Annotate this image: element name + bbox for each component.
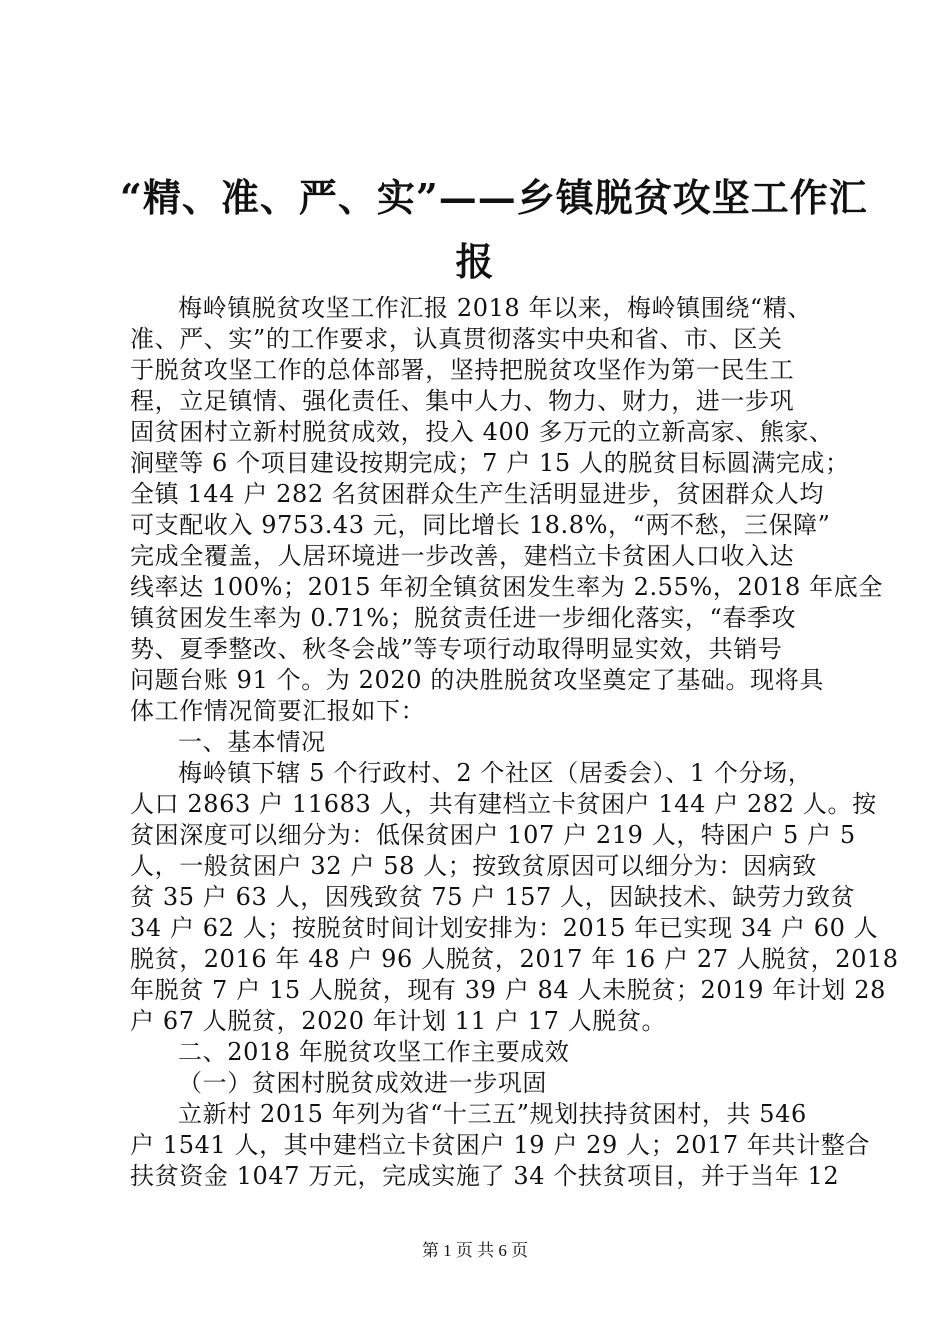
paragraph-line: 34 户 62 人；按脱贫时间计划安排为：2015 年已实现 34 户 60 人 xyxy=(130,914,879,942)
paragraph-line: 准、严、实”的工作要求，认真贯彻落实中央和省、市、区关 xyxy=(130,325,783,353)
paragraph-line: 涧壁等 6 个项目建设按期完成；7 户 15 人的脱贫目标圆满完成； xyxy=(130,449,850,477)
paragraph-line: 扶贫资金 1047 万元，完成实施了 34 个扶贫项目，并于当年 12 xyxy=(130,1162,840,1190)
paragraph-line: 于脱贫攻坚工作的总体部署，坚持把脱贫攻坚作为第一民生工 xyxy=(130,356,795,384)
paragraph-line: 户 1541 人，其中建档立卡贫困户 19 户 29 人；2017 年共计整合 xyxy=(130,1131,871,1159)
paragraph-line: 年脱贫 7 户 15 人脱贫，现有 39 户 84 人未脱贫；2019 年计划 28 xyxy=(130,976,886,1004)
paragraph-line: 可支配收入 9753.43 元，同比增长 18.8%，“两不愁，三保障” xyxy=(130,511,831,539)
paragraph-line: 人，一般贫困户 32 户 58 人；按致贫原因可以细分为：因病致 xyxy=(130,852,817,880)
paragraph-line: 固贫困村立新村脱贫成效，投入 400 多万元的立新高家、熊家、 xyxy=(130,418,834,446)
section-heading: 一、基本情况 xyxy=(178,728,326,756)
paragraph-line: 贫 35 户 63 人，因残致贫 75 户 157 人，因缺技术、缺劳力致贫 xyxy=(130,883,856,911)
paragraph-line: 线率达 100%；2015 年初全镇贫困发生率为 2.55%，2018 年底全 xyxy=(130,573,883,601)
document-body xyxy=(130,293,899,1192)
paragraph-line: 贫困深度可以细分为：低保贫困户 107 户 219 人，特困户 5 户 5 xyxy=(130,821,856,849)
title-line-2: 报 xyxy=(455,239,495,284)
paragraph-line: 人口 2863 户 11683 人，共有建档立卡贫困户 144 户 282 人。按 xyxy=(130,790,877,818)
paragraph-line: 问题台账 91 个。为 2020 的决胜脱贫攻坚奠定了基础。现将具 xyxy=(130,666,824,694)
page-number-label: 第 1 页 共 6 页 xyxy=(421,1241,529,1260)
paragraph-line: 梅岭镇下辖 5 个行政村、2 个社区（居委会）、1 个分场， xyxy=(178,759,813,787)
subsection-heading: （一）贫困村脱贫成效进一步巩固 xyxy=(178,1069,547,1097)
paragraph-line: 立新村 2015 年列为省“十三五”规划扶持贫困村，共 546 xyxy=(178,1100,807,1128)
paragraph-line: 镇贫困发生率为 0.71%；脱贫责任进一步细化落实，“春季攻 xyxy=(130,604,797,632)
section-heading: 二、2018 年脱贫攻坚工作主要成效 xyxy=(178,1038,570,1066)
paragraph-line: 户 67 人脱贫，2020 年计划 11 户 17 人脱贫。 xyxy=(130,1007,667,1035)
paragraph-line: 体工作情况简要汇报如下： xyxy=(130,697,426,725)
document-title xyxy=(120,166,868,294)
paragraph-line: 全镇 144 户 282 名贫困群众生产生活明显进步，贫困群众人均 xyxy=(130,480,824,508)
paragraph-line: 脱贫，2016 年 48 户 96 人脱贫，2017 年 16 户 27 人脱贫，2018 xyxy=(130,945,899,973)
paragraph-line: 程，立足镇情、强化责任、集中人力、物力、财力，进一步巩 xyxy=(130,387,795,415)
paragraph-line: 完成全覆盖，人居环境进一步改善，建档立卡贫困人口收入达 xyxy=(130,542,795,570)
title-line-1: “精、准、严、实”——乡镇脱贫攻坚工作汇 xyxy=(120,175,868,220)
page-footer xyxy=(0,1239,950,1263)
paragraph-line: 梅岭镇脱贫攻坚工作汇报 2018 年以来，梅岭镇围绕“精、 xyxy=(178,294,813,322)
paragraph-line: 势、夏季整改、秋冬会战”等专项行动取得明显实效，共销号 xyxy=(130,635,783,663)
